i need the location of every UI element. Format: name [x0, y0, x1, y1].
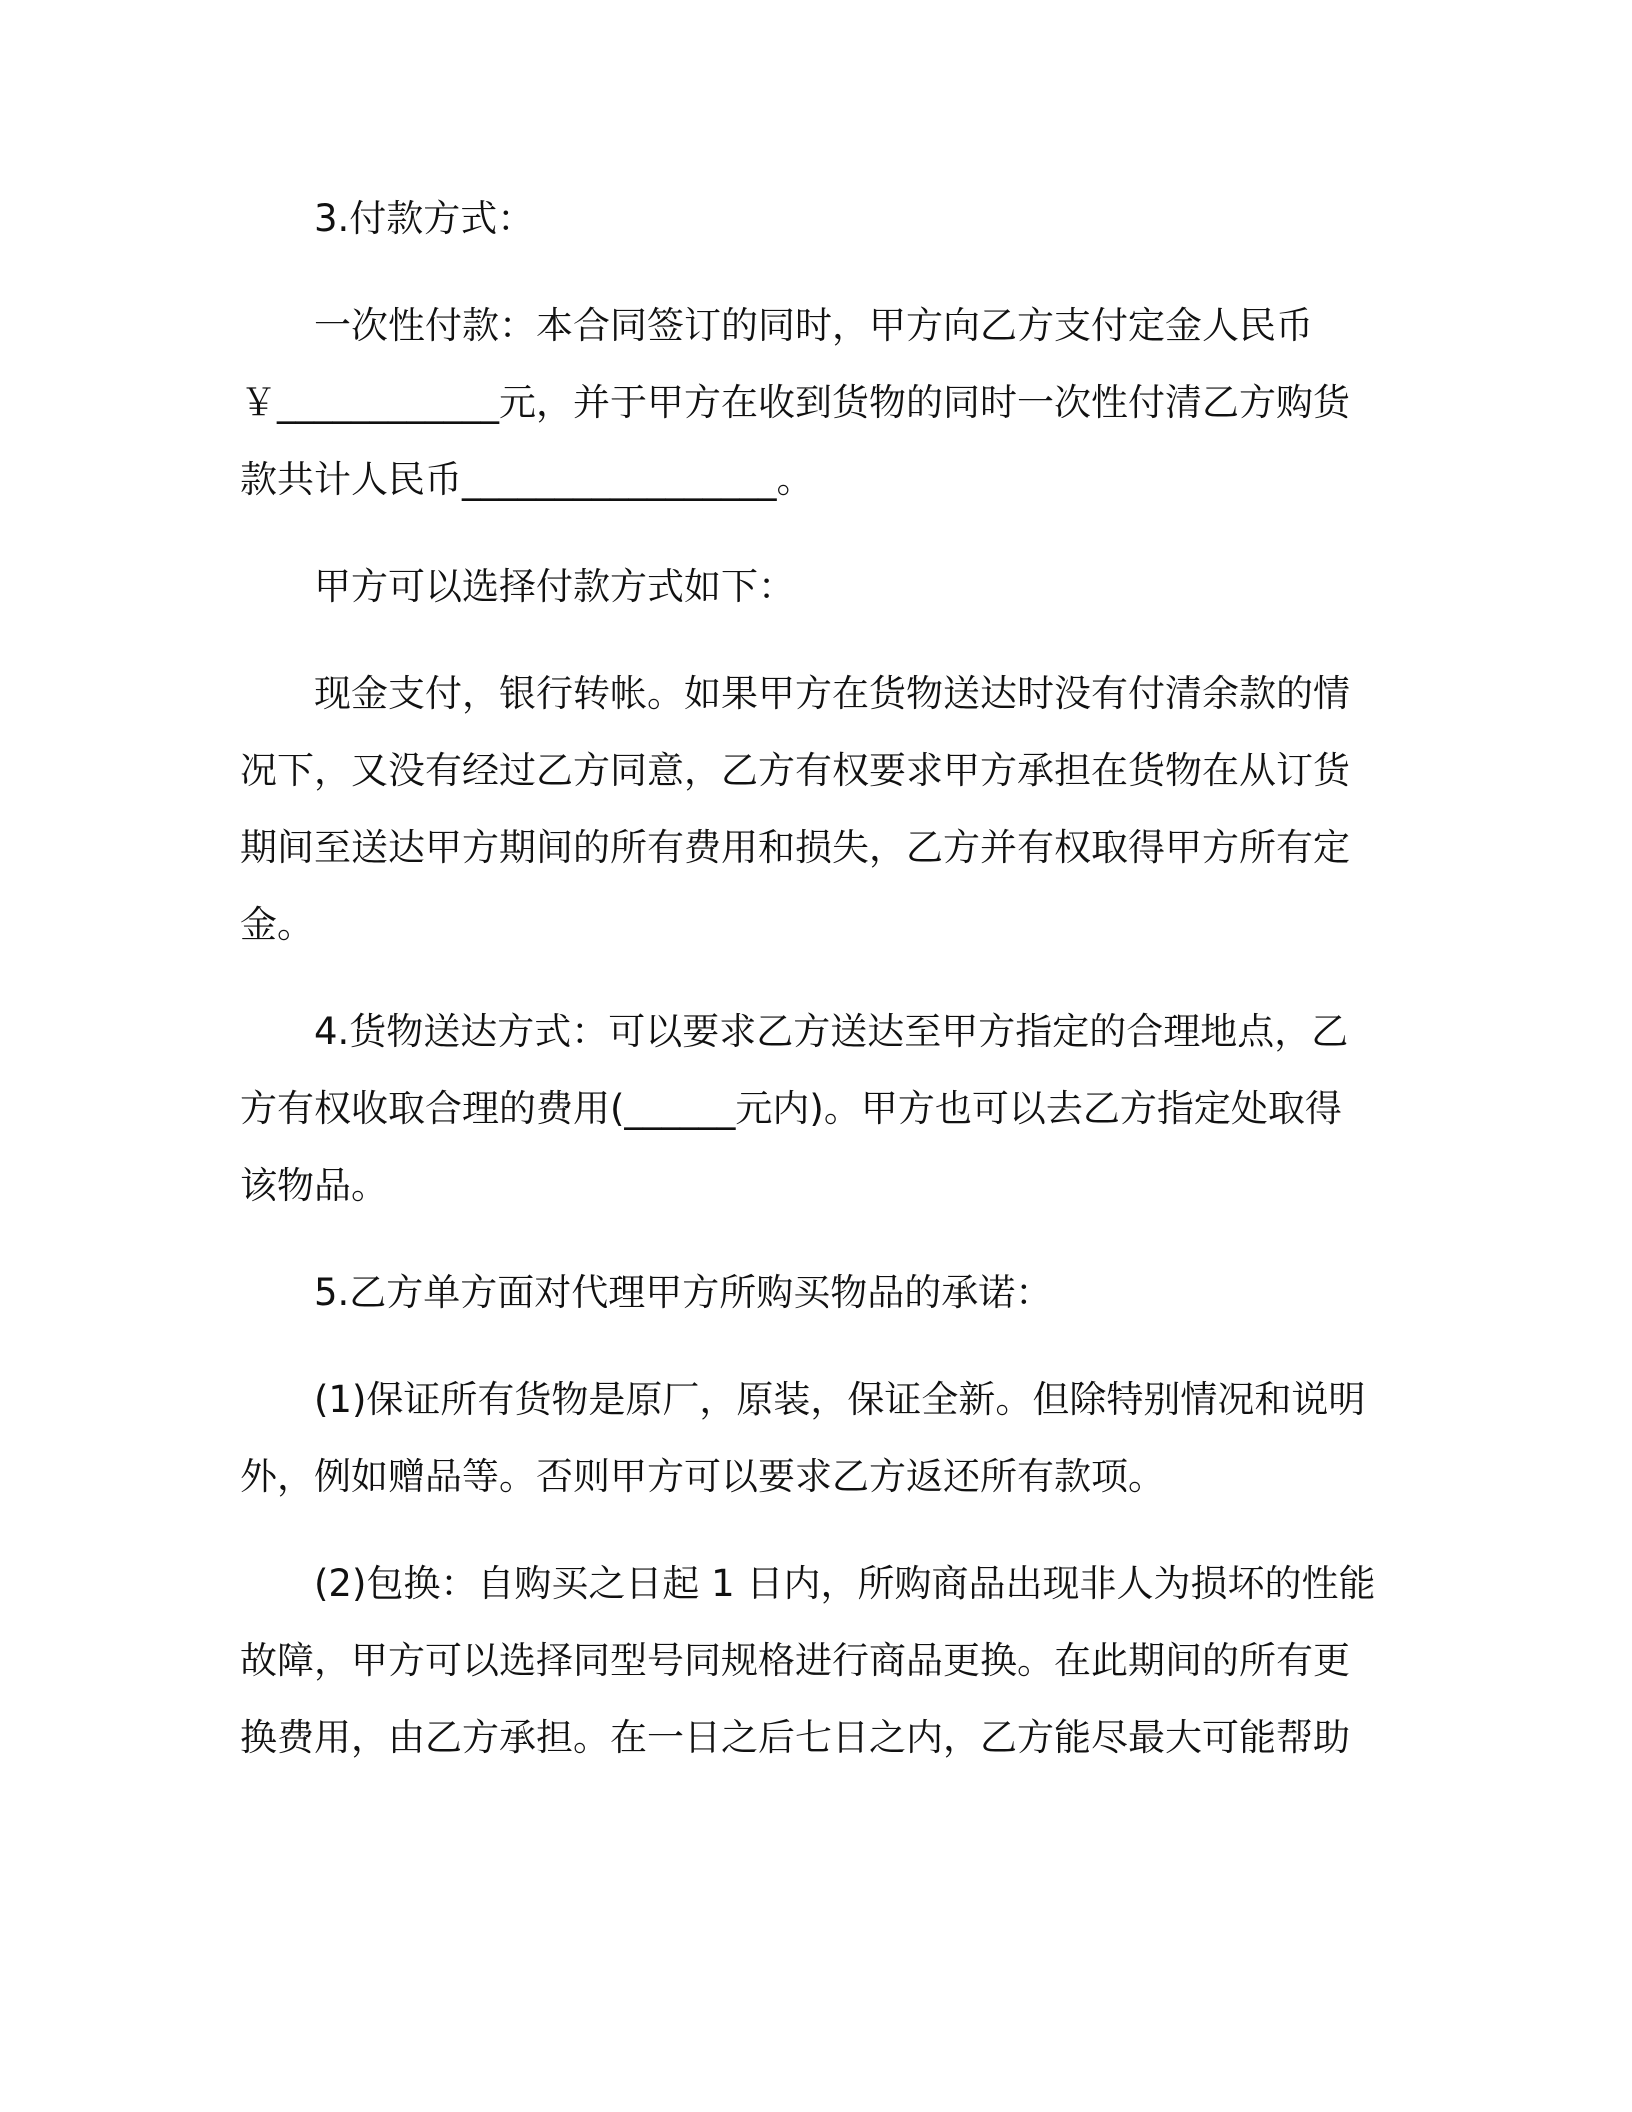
document-body — [240, 180, 1380, 1806]
text-line: 一次性付款：本合同签订的同时，甲方向乙方支付定金人民币 — [314, 304, 1313, 347]
text-line: (2)包换：自购买之日起 1 日内，所购商品出现非人为损坏的性能 — [314, 1562, 1376, 1605]
text-line: 3.付款方式： — [314, 197, 535, 240]
text-line: 甲方可以选择付款方式如下： — [314, 565, 795, 608]
paragraph-payment-heading — [240, 180, 1380, 257]
paragraph-commitments-heading — [240, 1254, 1380, 1331]
text-line: 4.货物送达方式：可以要求乙方送达至甲方指定的合理地点，乙 — [314, 1010, 1349, 1053]
text-line: 换费用，由乙方承担。在一日之后七日之内，乙方能尽最大可能帮助 — [240, 1716, 1350, 1759]
paragraph-lump-sum-payment — [240, 287, 1380, 518]
text-line: 该物品。 — [240, 1164, 388, 1207]
text-line: 期间至送达甲方期间的所有费用和损失，乙方并有权取得甲方所有定 — [240, 826, 1350, 869]
text-line: ￥____________元，并于甲方在收到货物的同时一次性付清乙方购货 — [240, 381, 1350, 424]
text-line: 5.乙方单方面对代理甲方所购买物品的承诺： — [314, 1271, 1053, 1314]
paragraph-payment-options-heading — [240, 548, 1380, 625]
text-line: 金。 — [240, 903, 314, 946]
paragraph-payment-options — [240, 655, 1380, 963]
paragraph-delivery-method — [240, 993, 1380, 1224]
paragraph-commitment-2 — [240, 1545, 1380, 1776]
paragraph-commitment-1 — [240, 1361, 1380, 1515]
text-line: 况下，又没有经过乙方同意，乙方有权要求甲方承担在货物在从订货 — [240, 749, 1350, 792]
text-line: 方有权收取合理的费用(______元内)。甲方也可以去乙方指定处取得 — [240, 1087, 1342, 1130]
text-line: 款共计人民币_________________。 — [240, 458, 814, 501]
text-line: 故障，甲方可以选择同型号同规格进行商品更换。在此期间的所有更 — [240, 1639, 1350, 1682]
text-line: 现金支付，银行转帐。如果甲方在货物送达时没有付清余款的情 — [314, 672, 1350, 715]
text-line: (1)保证所有货物是原厂，原装，保证全新。但除特别情况和说明 — [314, 1378, 1366, 1421]
text-line: 外，例如赠品等。否则甲方可以要求乙方返还所有款项。 — [240, 1455, 1165, 1498]
